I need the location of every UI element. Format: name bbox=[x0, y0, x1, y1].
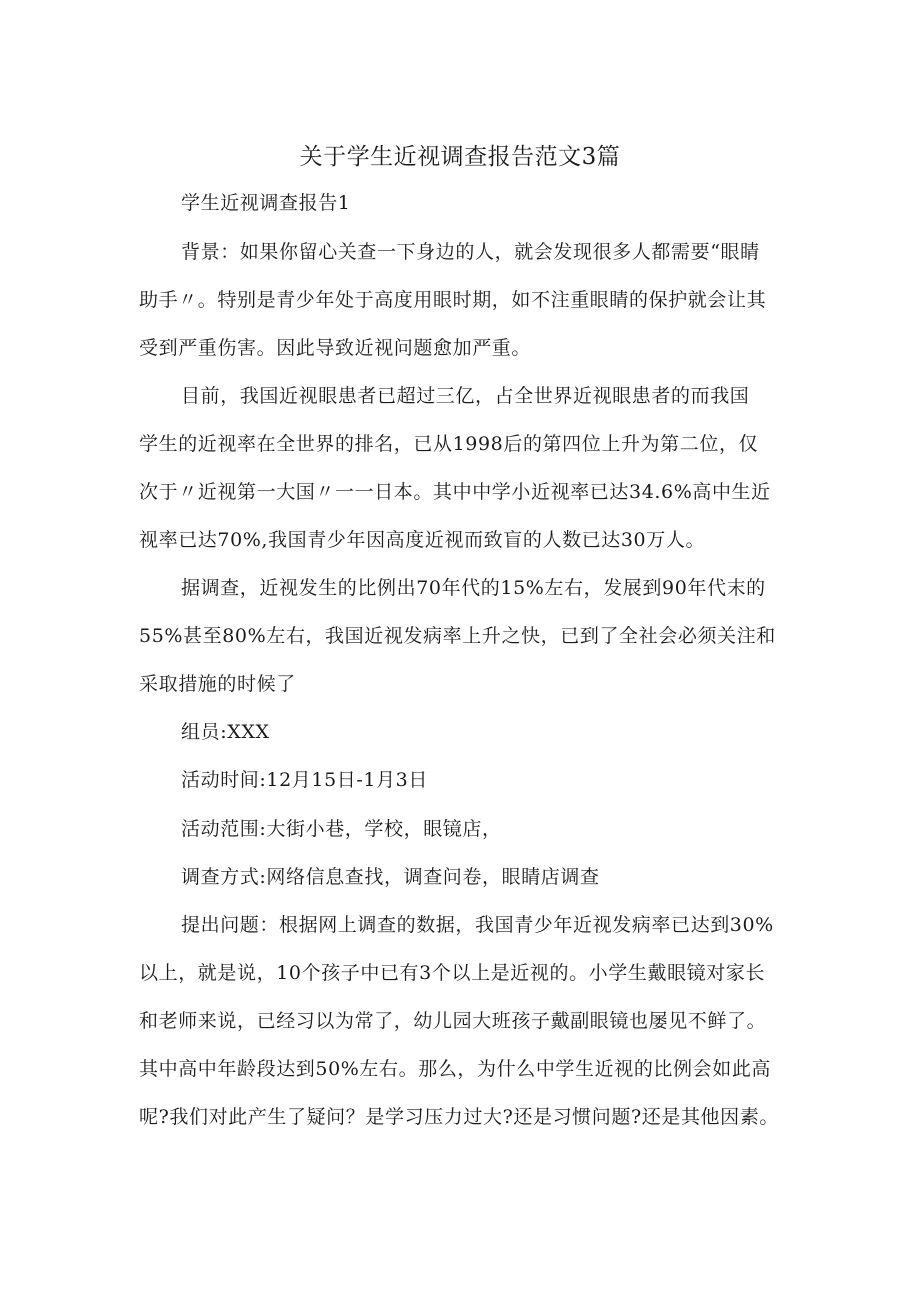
paragraph-line: 和老师来说，已经习以为常了，幼儿园大班孩子戴副眼镜也屡见不鲜了。 bbox=[139, 1010, 767, 1032]
paragraph-line: 受到严重伤害。因此导致近视问题愈加严重。 bbox=[139, 337, 532, 359]
survey-method-line: 调查方式:网络信息查找，调查问卷，眼睛店调查 bbox=[181, 866, 600, 888]
activity-scope-line: 活动范围:大街小巷，学校，眼镜店， bbox=[181, 818, 502, 840]
paragraph-line: 提出问题：根据网上调查的数据，我国青少年近视发病率已达到30% bbox=[181, 914, 774, 936]
paragraph-line: 呢?我们对此产生了疑问？是学习压力过大?还是习惯问题?还是其他因素。 bbox=[139, 1106, 779, 1128]
paragraph-line: 其中高中年龄段达到50%左右。那么，为什么中学生近视的比例会如此高 bbox=[139, 1058, 772, 1080]
paragraph-line: 据调查，近视发生的比例出70年代的15%左右，发展到90年代末的 bbox=[181, 577, 766, 599]
activity-time-line: 活动时间:12月15日-1月3日 bbox=[181, 769, 428, 791]
paragraph-line: 助手〃。特别是青少年处于高度用眼时期，如不注重眼睛的保护就会让其 bbox=[139, 289, 767, 311]
paragraph-line: 采取措施的时候了 bbox=[139, 673, 296, 695]
members-line: 组员:XXX bbox=[181, 721, 270, 743]
document-title: 关于学生近视调查报告范文3篇 bbox=[299, 144, 621, 170]
paragraph-line: 目前，我国近视眼患者已超过三亿，占全世界近视眼患者的而我国 bbox=[181, 385, 750, 407]
section-heading: 学生近视调查报告1 bbox=[181, 192, 351, 214]
paragraph-line: 背景：如果你留心关查一下身边的人，就会发现很多人都需要“眼睛 bbox=[181, 241, 760, 263]
paragraph-line: 学生的近视率在全世界的排名，已从1998后的第四位上升为第二位，仅 bbox=[139, 433, 759, 455]
paragraph-line: 视率已达70%,我国青少年因高度近视而致盲的人数已达30万人。 bbox=[139, 529, 706, 551]
paragraph-line: 55%甚至80%左右，我国近视发病率上升之快，已到了全社会必须关注和 bbox=[139, 625, 776, 647]
paragraph-line: 以上，就是说，10个孩子中已有3个以上是近视的。小学生戴眼镜对家长 bbox=[139, 962, 766, 984]
paragraph-line: 次于〃近视第一大国〃一一日本。其中中学小近视率已达34.6%高中生近 bbox=[139, 481, 771, 503]
